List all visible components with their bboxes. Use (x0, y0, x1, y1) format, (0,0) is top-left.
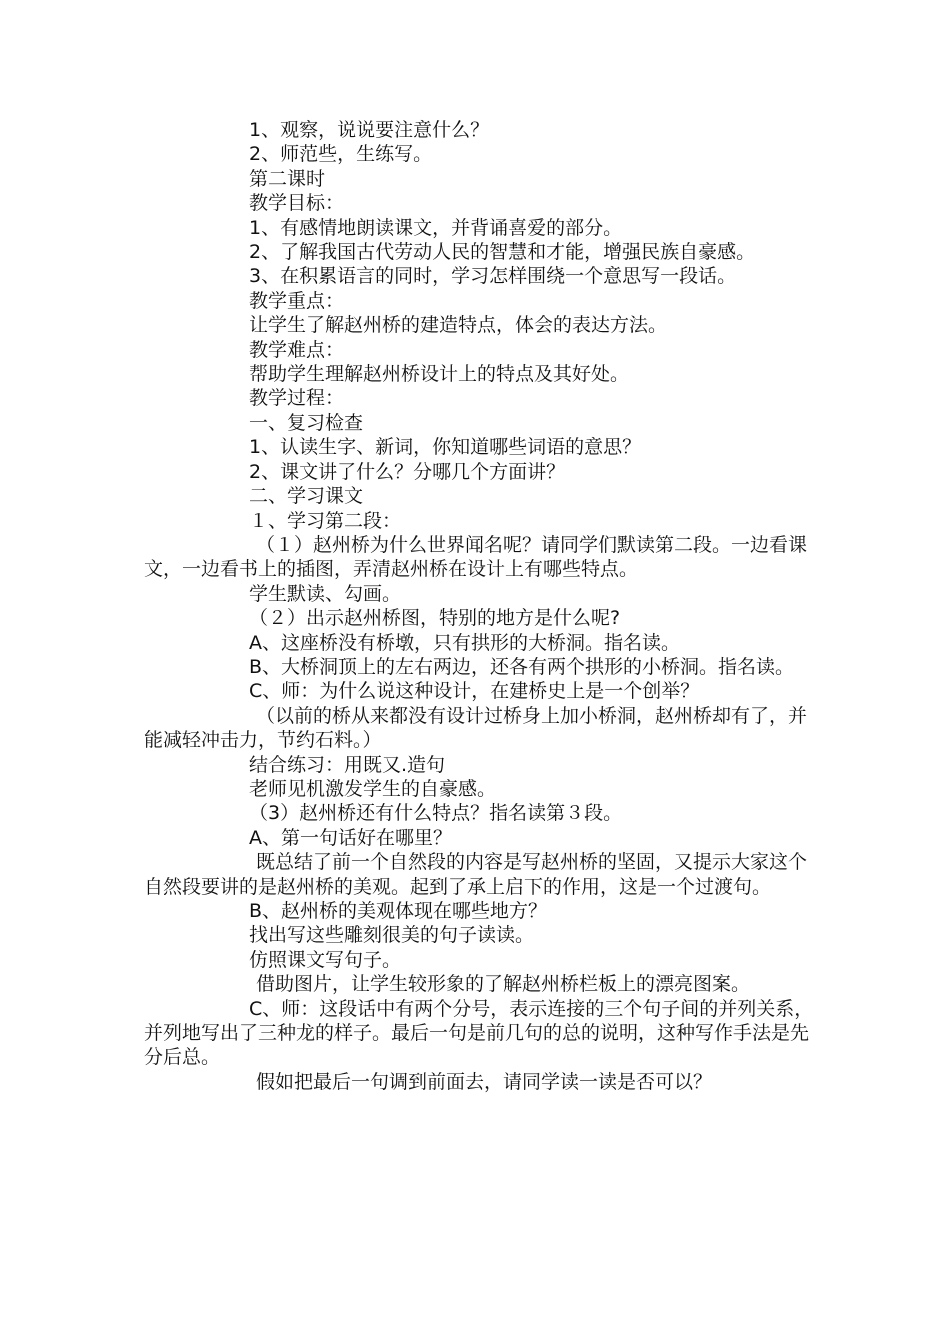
paragraph: （１）赵州桥为什么世界闻名呢？请同学们默读第二段。一边看课文，一边看书上的插图，弄清赵州桥在设计上有哪些特点。 (144, 533, 808, 581)
paragraph: 3、在积累语言的同时，学习怎样围绕一个意思写一段话。 (249, 265, 737, 288)
paragraph: 2、师范些，生练写。 (249, 143, 433, 166)
paragraph: B、大桥洞顶上的左右两边，还各有两个拱形的小桥洞。指名读。 (249, 655, 795, 678)
paragraph: 帮助学生理解赵州桥设计上的特点及其好处。 (249, 363, 630, 386)
paragraph: 找出写这些雕刻很美的句子读读。 (249, 924, 535, 947)
paragraph: １、学习第二段： (249, 509, 402, 532)
subheading: 教学难点： (249, 338, 345, 361)
paragraph: A、第一句话好在哪里？ (249, 826, 452, 849)
paragraph: （２）出示赵州桥图，特别的地方是什么呢? (249, 607, 621, 630)
section-heading: 一、复习检查 (249, 411, 364, 434)
paragraph: 学生默读、勾画。 (249, 582, 402, 605)
paragraph: B、赵州桥的美观体现在哪些地方？ (249, 900, 548, 922)
paragraph: （3）赵州桥还有什么特点？指名读第３段。 (249, 802, 623, 825)
paragraph: 仿照课文写句子。 (249, 948, 402, 971)
paragraph: 假如把最后一句调到前面去，请同学读一读是否可以？ (256, 1070, 713, 1093)
section-heading: 第二课时 (249, 167, 326, 190)
paragraph: 2、了解我国古代劳动人民的智慧和才能，增强民族自豪感。 (249, 241, 756, 264)
section-heading: 二、学习课文 (249, 485, 364, 508)
paragraph: 2、课文讲了什么？分哪几个方面讲？ (249, 460, 566, 483)
paragraph: A、这座桥没有桥墩，只有拱形的大桥洞。指名读。 (249, 631, 680, 654)
subheading: 教学重点： (249, 289, 345, 312)
document-body (144, 118, 814, 1094)
paragraph: C、师：为什么说这种设计，在建桥史上是一个创举？ (249, 680, 700, 703)
paragraph: 结合练习：用既又.造句 (249, 753, 446, 776)
subheading: 教学目标： (249, 192, 345, 215)
paragraph: 1、观察，说说要注意什么？ (249, 119, 490, 141)
paragraph: 借助图片，让学生较形象的了解赵州桥栏板上的漂亮图案。 (256, 973, 751, 996)
paragraph: 既总结了前一个自然段的内容是写赵州桥的坚固，又提示大家这个自然段要讲的是赵州桥的美观。起到了承上启下的作用，这是一个过渡句。 (144, 851, 808, 898)
paragraph: 1、有感情地朗读课文，并背诵喜爱的部分。 (249, 216, 623, 239)
paragraph: 老师见机激发学生的自豪感。 (249, 777, 497, 800)
subheading: 教学过程： (249, 387, 345, 410)
paragraph: （以前的桥从来都没有设计过桥身上加小桥洞，赵州桥却有了，并能减轻冲击力，节约石料。） (144, 704, 808, 752)
paragraph: 1、认读生字、新词，你知道哪些词语的意思？ (249, 436, 642, 459)
paragraph: C、师：这段话中有两个分号，表示连接的三个句子间的并列关系，并列地写出了三种龙的样子。最后一句是前几句的总的说明，这种写作手法是先分后总。 (144, 997, 814, 1069)
paragraph: 让学生了解赵州桥的建造特点，体会的表达方法。 (249, 314, 668, 337)
